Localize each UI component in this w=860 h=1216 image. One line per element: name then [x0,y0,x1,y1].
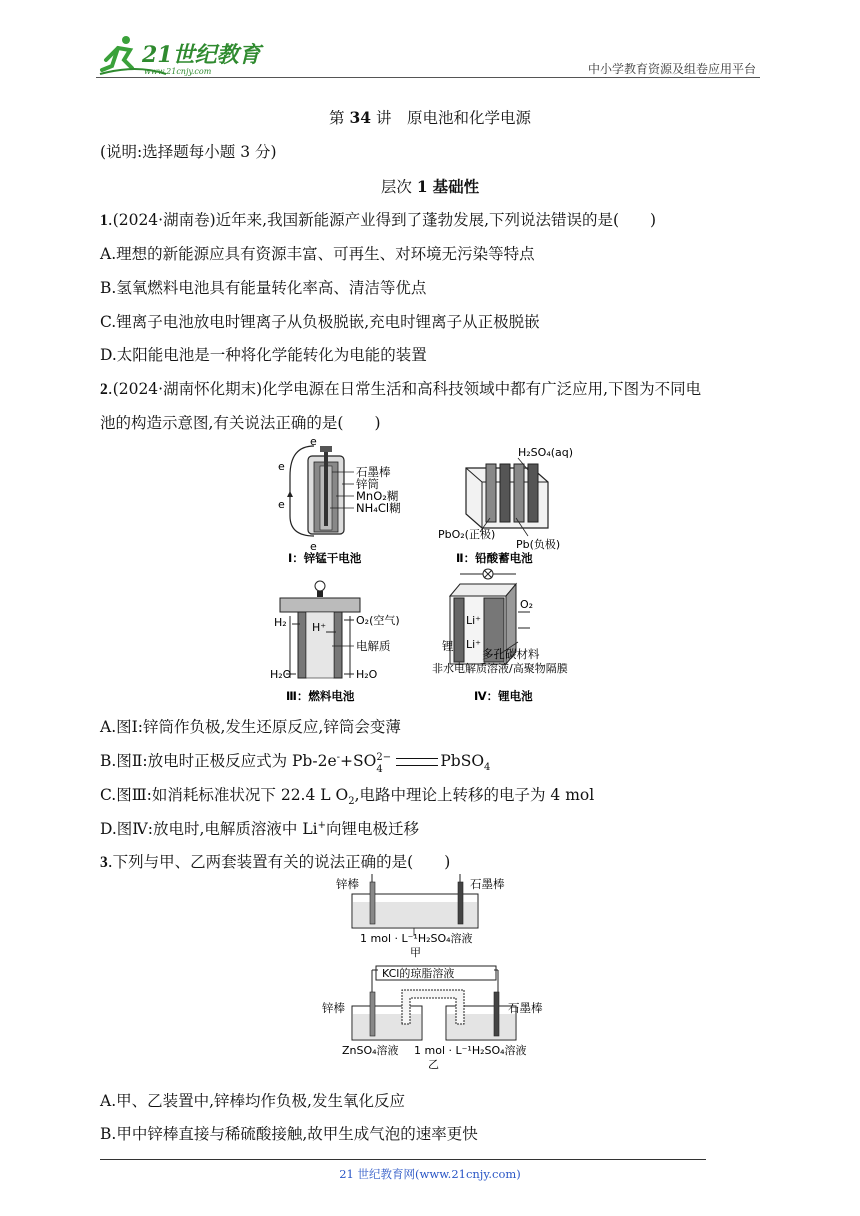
q1-stem: 1.(2024·湖南卷)近年来,我国新能源产业得到了蓬勃发展,下列说法错误的是( ) [100,211,657,229]
q3-option-b: B.甲中锌棒直接与稀硫酸接触,故甲生成气泡的速率更快 [100,1125,478,1143]
setup-yi-diagram [322,966,543,1070]
q1-option-d: D.太阳能电池是一种将化学能转化为电能的装置 [100,346,427,364]
svg-text:Ⅲ：燃料电池: Ⅲ：燃料电池 [286,689,355,703]
score-note: (说明:选择题每小题 3 分) [100,143,277,161]
svg-text:Li⁺: Li⁺ [466,614,481,627]
zinc-manganese-cell-diagram [278,436,401,565]
q2-option-c: C.图Ⅲ:如消耗标准状况下 22.4 L $O_2$,电路中理论上转移的电子为 4 mol [100,786,595,808]
q2-stem-line1: 2.(2024·湖南怀化期末)化学电源在日常生活和高科技领域中都有广泛应用,下图为不同电 [100,380,702,398]
svg-text:石墨棒: 石墨棒 [508,1001,543,1015]
header-divider [96,77,760,78]
svg-text:H₂SO₄(aq): H₂SO₄(aq) [518,446,574,459]
q1-option-b: B.氢氧燃料电池具有能量转化率高、清洁等优点 [100,279,427,297]
q2-option-a: A.图Ⅰ:锌筒作负极,发生还原反应,锌筒会变薄 [100,718,401,736]
platform-label: 中小学教育资源及组卷应用平台 [587,62,756,76]
svg-text:Pb(负极): Pb(负极) [516,538,561,551]
svg-text:ZnSO₄溶液: ZnSO₄溶液 [342,1044,399,1057]
site-logo [96,34,266,78]
q1-option-a: A.理想的新能源应具有资源丰富、可再生、对环境无污染等特点 [100,245,535,263]
fuel-cell-diagram [270,581,400,703]
q2-stem-line2: 池的构造示意图,有关说法正确的是( ) [100,414,381,432]
svg-text:e: e [278,498,285,511]
lithium-battery-diagram [432,569,568,703]
setup-jia-diagram [336,874,505,959]
svg-text:甲: 甲 [410,946,421,959]
svg-text:Li⁺: Li⁺ [466,638,481,651]
svg-text:1 mol · L⁻¹H₂SO₄溶液: 1 mol · L⁻¹H₂SO₄溶液 [360,932,473,945]
svg-text:PbO₂(正极): PbO₂(正极) [438,528,496,541]
svg-text:O₂(空气): O₂(空气) [356,614,400,627]
logo-url: www.21cnjy.com [144,67,212,76]
svg-text:H₂: H₂ [274,616,287,629]
svg-text:锌棒: 锌棒 [322,1001,345,1015]
svg-text:Ⅳ：锂电池: Ⅳ：锂电池 [474,689,533,703]
level-heading: 层次 1 基础性 [380,177,480,196]
battery-figures [270,436,600,708]
svg-text:H₂O: H₂O [356,668,378,681]
logo-text: 21世纪教育 [142,42,261,68]
q1-option-c: C.锂离子电池放电时锂离子从负极脱嵌,充电时锂离子从正极脱嵌 [100,313,540,331]
svg-text:电解质: 电解质 [356,639,391,653]
svg-text:e: e [310,540,317,553]
q3-option-a: A.甲、乙装置中,锌棒均作负极,发生氧化反应 [100,1092,405,1110]
svg-text:1 mol · L⁻¹H₂SO₄溶液: 1 mol · L⁻¹H₂SO₄溶液 [414,1044,527,1057]
svg-text:乙: 乙 [428,1058,439,1070]
svg-text:石墨棒: 石墨棒 [356,465,391,479]
svg-text:H⁺: H⁺ [312,621,327,634]
svg-text:NH₄Cl糊: NH₄Cl糊 [356,501,401,515]
svg-text:Ⅰ：锌锰干电池: Ⅰ：锌锰干电池 [288,551,362,565]
q3-stem: 3.下列与甲、乙两套装置有关的说法正确的是( ) [100,853,451,871]
page-title: 第 34 讲 原电池和化学电源 [329,108,531,127]
footer-link[interactable]: 21 世纪教育网(www.21cnjy.com) [339,1167,521,1181]
svg-text:Ⅱ：铅酸蓄电池: Ⅱ：铅酸蓄电池 [456,551,533,565]
svg-text:石墨棒: 石墨棒 [470,877,505,891]
svg-text:H₂O: H₂O [270,668,292,681]
page-header [96,34,760,78]
footer-divider [100,1159,706,1160]
svg-text:多孔碳材料: 多孔碳材料 [482,647,540,661]
svg-text:KCl的琼脂溶液: KCl的琼脂溶液 [382,967,455,980]
svg-text:非水电解质溶液/高聚物隔膜: 非水电解质溶液/高聚物隔膜 [432,662,568,675]
svg-text:锌筒: 锌筒 [356,477,379,491]
equals-sign [396,758,438,766]
q2-option-b: B.图Ⅱ:放电时正极反应式为 Pb-2e-+SO 2− 4 PbSO$_4$ [100,751,491,775]
electrochemical-setups-figure [322,874,552,1070]
svg-text:e: e [310,436,317,448]
lead-acid-battery-diagram [438,446,573,565]
svg-text:O₂: O₂ [520,598,534,611]
svg-text:e: e [278,460,285,473]
svg-text:MnO₂糊: MnO₂糊 [356,489,399,503]
svg-text:锌棒: 锌棒 [336,877,359,891]
svg-text:锂: 锂 [442,639,454,653]
q2-option-d: D.图Ⅳ:放电时,电解质溶液中 Li+向锂电极迁移 [100,819,420,838]
